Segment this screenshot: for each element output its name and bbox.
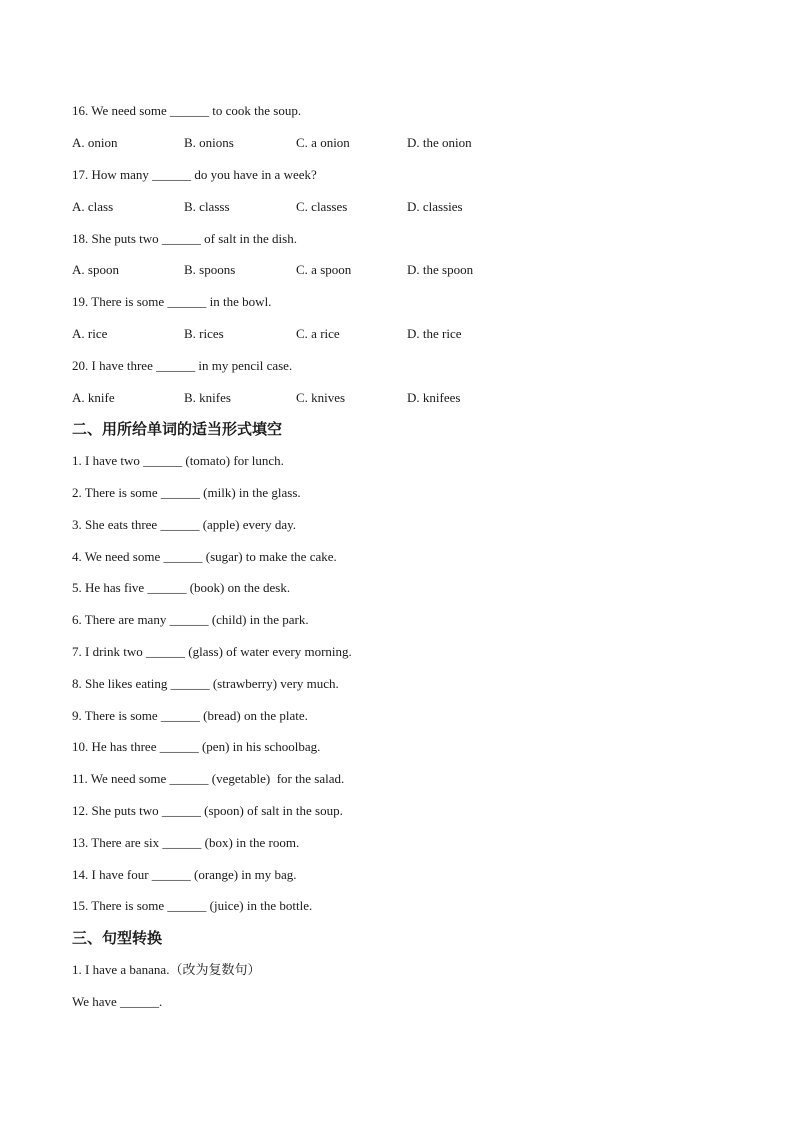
fill-item-6: 6. There are many ______ (child) in the park. [72,612,309,627]
question-18: 18. She puts two ______ of salt in the dish. [72,231,297,246]
option-d: D. knifees [407,390,461,405]
fill-item-9: 9. There is some ______ (bread) on the plate. [72,708,308,723]
fill-item-5: 5. He has five ______ (book) on the desk. [72,580,291,595]
option-c: C. a onion [296,135,350,150]
transform-item-1: 1. I have a banana.（改为复数句） [72,962,261,977]
fill-item-1: 1. I have two ______ (tomato) for lunch. [72,453,284,468]
option-c: C. a rice [296,326,340,341]
option-b: B. onions [184,135,234,150]
fill-item-11: 11. We need some ______ (vegetable) for the salad. [72,771,345,786]
option-c: C. knives [296,390,346,405]
option-a: A. class [72,199,114,214]
option-a: A. onion [72,135,118,150]
option-d: D. the spoon [407,262,474,277]
fill-item-7: 7. I drink two ______ (glass) of water every morning. [72,644,352,659]
option-c: C. a spoon [296,262,352,277]
option-d: D. classies [407,199,463,214]
fill-item-2: 2. There is some ______ (milk) in the glass. [72,485,301,500]
option-b: B. classs [184,199,230,214]
fill-item-15: 15. There is some ______ (juice) in the bottle. [72,898,313,913]
fill-item-14: 14. I have four ______ (orange) in my bag. [72,867,297,882]
option-a: A. spoon [72,262,119,277]
option-a: A. rice [72,326,108,341]
fill-item-4: 4. We need some ______ (sugar) to make the cake. [72,549,337,564]
section-2-heading: 二、用所给单词的适当形式填空 [72,420,283,438]
option-d: D. the rice [407,326,462,341]
question-16: 16. We need some ______ to cook the soup. [72,103,302,118]
option-b: B. knifes [184,390,231,405]
option-c: C. classes [296,199,348,214]
question-17: 17. How many ______ do you have in a week? [72,167,317,182]
option-a: A. knife [72,390,115,405]
fill-item-12: 12. She puts two ______ (spoon) of salt in the soup. [72,803,343,818]
option-b: B. spoons [184,262,236,277]
question-19: 19. There is some ______ in the bowl. [72,294,272,309]
fill-item-8: 8. She likes eating ______ (strawberry) very much. [72,676,339,691]
option-b: B. rices [184,326,224,341]
question-20: 20. I have three ______ in my pencil case. [72,358,293,373]
fill-item-13: 13. There are six ______ (box) in the room. [72,835,300,850]
fill-item-3: 3. She eats three ______ (apple) every day. [72,517,297,532]
section-3-heading: 三、句型转换 [72,929,163,947]
transform-answer-1: We have ______. [72,994,163,1009]
fill-item-10: 10. He has three ______ (pen) in his schoolbag. [72,739,321,754]
option-d: D. the onion [407,135,472,150]
